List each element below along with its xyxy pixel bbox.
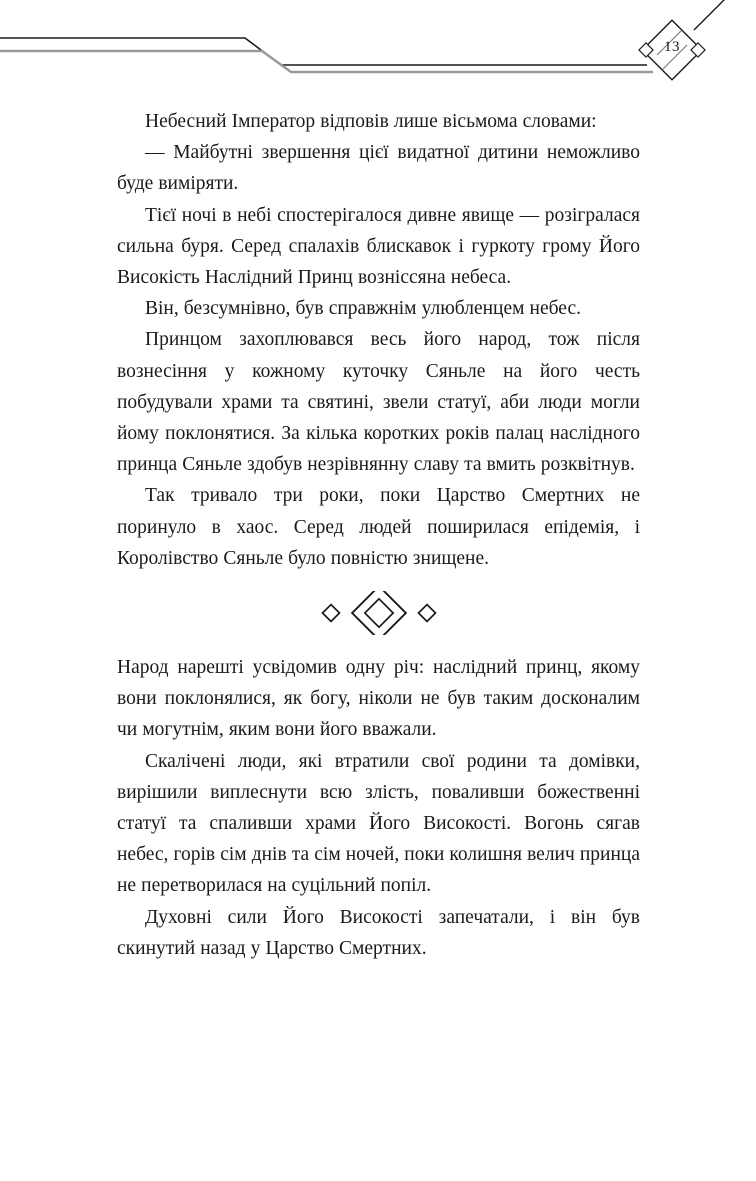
paragraph: Небесний Імператор відповів лише вісьмома словами: [145, 111, 597, 132]
paragraph: Тієї ночі в небі спостерігалося дивне явище — розігралася сильна буря. Серед спалахів блискавок і гуркоту грому Його Високість Наслідний Принц возніссяна небеса. [117, 204, 640, 289]
paragraph-dialogue: — Майбутні звершення цієї видатної дитини неможливо буде виміряти. [117, 142, 640, 195]
header-rule-ornament [0, 0, 756, 100]
ornament-diamond-right [418, 605, 435, 622]
paragraph: Духовні сили Його Високості запечатали, і він був скинутий назад у Царство Смертних. [117, 906, 640, 959]
text-block-after-divider [117, 652, 640, 964]
text-block-before-divider [117, 106, 640, 574]
page-header [0, 0, 756, 100]
triple-diamond-ornament-icon [319, 591, 439, 635]
ornament-diamond-center-inner [364, 599, 392, 627]
page-number: 13 [664, 39, 680, 55]
paragraph: Так тривало три роки, поки Царство Смертних не поринуло в хаос. Серед людей поширилася епідемія, і Королівство Сяньле було повністю знищене. [117, 485, 640, 569]
page-text-body [117, 106, 640, 964]
paragraph: Народ нарешті усвідомив одну річ: наслідний принц, якому вони поклонялися, як богу, ніколи не був таким досконалим чи могутнім, яким вони його вважали. [117, 657, 640, 741]
ornament-diamond-left [322, 605, 339, 622]
paragraph: Він, безсумнівно, був справжнім улюбленцем небес. [145, 298, 581, 320]
section-divider [117, 574, 640, 652]
paragraph: Принцом захоплювався весь його народ, тож після вознесіння у кожному куточку Сяньле на його честь побудували храми та святині, звели статуї, аби люди могли йому поклонятися. За кілька коротких років палац наслідного принца Сяньле здобув незрівнянну славу та вмить розквітнув. [117, 329, 640, 476]
header-rule-gray [0, 51, 653, 72]
paragraph: Скалічені люди, які втратили свої родини та домівки, вирішили виплеснути всю злість, поваливши божественні статуї та спаливши храми Його Високості. Вогонь сягав небес, горів сім днів та сім ночей, поки колишня велич принца не перетворилася на суцільний попіл. [117, 750, 641, 897]
ornament-diamond-center-outer [352, 591, 406, 635]
header-diagonal-stroke [694, 0, 744, 30]
